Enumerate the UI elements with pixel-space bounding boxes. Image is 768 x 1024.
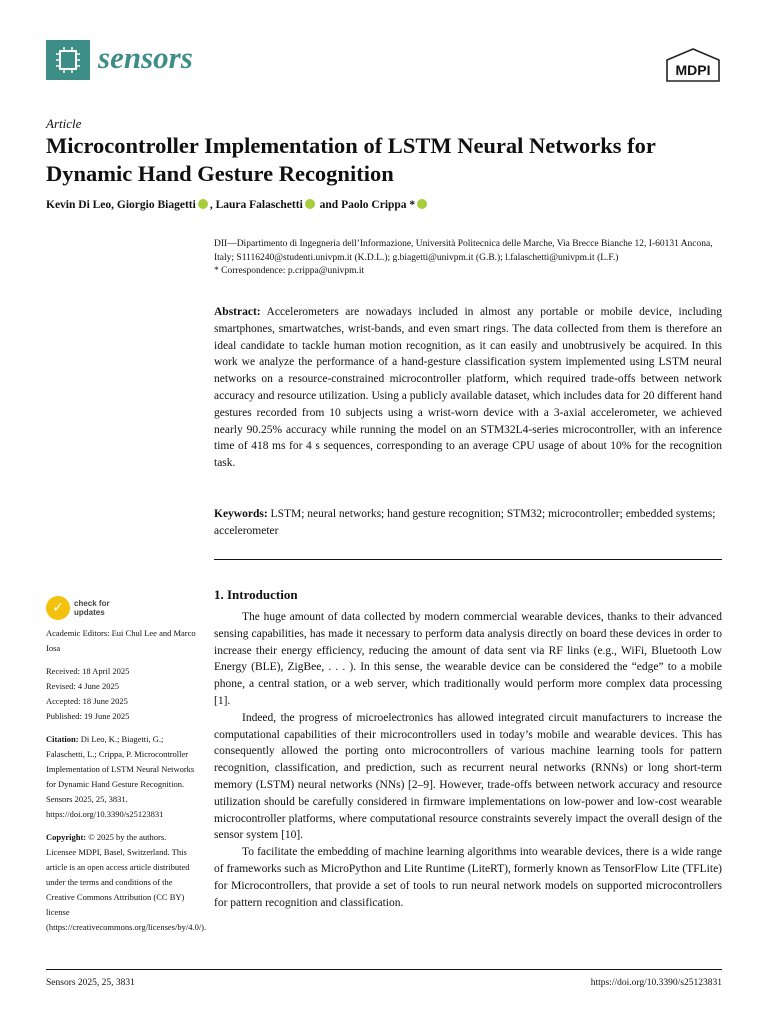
author-name: Kevin Di Leo	[46, 199, 112, 211]
divider	[214, 559, 722, 560]
keywords-text: LSTM; neural networks; hand gesture recognition; STM32; microcontroller; embedded systems; accelerometer	[214, 508, 716, 537]
citation-label: Citation:	[46, 734, 79, 744]
sidebar	[46, 596, 207, 943]
revised-date: Revised: 4 June 2025	[46, 681, 119, 691]
copyright	[46, 830, 207, 935]
copyright-text: © 2025 by the authors. Licensee MDPI, Basel, Switzerland. This article is an open access article distributed under the terms and conditions of the Creative Commons Attribution (CC BY) license (https://creativecommons.org/licenses/by/4.0/).	[46, 832, 207, 932]
paragraph: The huge amount of data collected by modern commercial wearable devices, thanks to their advanced sensing capabilities, has made it necessary to perform data analysis directly on board these devices in order to increase their energy efficiency, reducing the amount of data sent via RF links (e.g., WiFi, Bluetooth Low Energy (BLE), ZigBee, . . . ). In this sense, the wearable device can be considered the “edge” to a mobile phone, a central station, or a web server, which traditionally would perform more complex data processing [1].	[214, 611, 722, 707]
citation	[46, 732, 196, 822]
check-icon: ✓	[46, 596, 70, 620]
mdpi-logo	[664, 48, 722, 82]
paper-title: Microcontroller Implementation of LSTM Neural Networks for Dynamic Hand Gesture Recognition	[46, 133, 656, 186]
accepted-date: Accepted: 18 June 2025	[46, 696, 128, 706]
correspondence: * Correspondence: p.crippa@univpm.it	[214, 266, 365, 276]
section-heading: 1. Introduction	[214, 587, 298, 602]
article-type: Article	[46, 116, 82, 131]
paragraph: Indeed, the progress of microelectronics has allowed integrated circuit manufacturers to increase the computational capabilities of their microcontrollers used in today’s mobile and wearable devices. This has consequently allowed the porting onto microcontrollers of various machine learning tools for pattern recognition, classification, and prediction, such as recurrent neural networks (RNNs) or long short-term memory (LSTM) neural networks (NNs) [2–9]. However, trade-offs between network accuracy and resource utilization should be carefully considered in firmware implementations on low-power and low-cost wearable microcontroller platforms, where computational resource constraints severely impact the overall design of the sensor system [10].	[214, 711, 722, 842]
abstract-label: Abstract:	[214, 306, 261, 318]
author-name: Paolo Crippa *	[341, 199, 416, 211]
author-separator: ,	[111, 199, 117, 211]
journal-logo-icon	[46, 40, 90, 80]
footer-divider	[46, 969, 722, 970]
academic-editors: Academic Editors: Eui Chul Lee and Marco Iosa	[46, 628, 196, 653]
publisher-name: MDPI	[675, 62, 711, 78]
journal-name: sensors	[98, 40, 193, 75]
published-date: Published: 19 June 2025	[46, 711, 130, 721]
citation-text: Di Leo, K.; Biagetti, G.; Falaschetti, L.; Crippa, P. Microcontroller Implementation of LSTM Neural Networks for Dynamic Hand Gesture Recognition. Sensors 2025, 25, 3831. https://doi.org/10.3390/s25123831	[46, 734, 195, 819]
orcid-icon[interactable]	[305, 199, 315, 209]
check-updates-line2: updates	[74, 608, 105, 617]
orcid-icon[interactable]	[198, 199, 208, 209]
affiliations	[214, 238, 726, 279]
affiliation-text: DII—Dipartimento di Ingegneria dell’Informazione, Università Politecnica delle Marche, Via Brecce Bianche 12, I-60131 Ancona, Italy; S1116240@studenti.univpm.it (K.D.L.); g.biagetti@univpm.it (G.B.); l.falaschetti@univpm.it (L.F.)	[214, 239, 713, 263]
check-for-updates-badge[interactable]	[46, 596, 196, 620]
section-body	[214, 609, 722, 911]
keywords-label: Keywords:	[214, 508, 268, 520]
author-separator: and	[316, 199, 342, 211]
abstract-text: Accelerometers are nowadays included in almost any portable or mobile device, including smartphones, smartwatches, wrist-bands, and even smart rings. The data collected from them is therefore an ideal candidate to tackle human motion recognition, as it can easily and unobtrusively be acquired. In this work we analyze the performance of a hand-gesture classification system implemented using LSTM neural networks on a resource-constrained microcontroller platform, which required trade-offs between network accuracy and resource utilization. Using a publicly available dataset, which includes data for 20 different hand gestures recorded from 10 subjects using a wrist-worn device with a 3-axial accelerometer, we achieved nearly 90.25% accuracy while running the model on an STM32L4-series microcontroller, with an inference time of 418 ms for 4 s sequences, corresponding to an average CPU usage of about 10% for the recognition task.	[214, 306, 722, 470]
copyright-label: Copyright:	[46, 832, 87, 842]
author-separator: ,	[209, 199, 216, 211]
check-updates-line1: check for	[74, 599, 110, 608]
author-name: Giorgio Biagetti	[116, 199, 196, 211]
footer-doi-link[interactable]: https://doi.org/10.3390/s25123831	[590, 978, 722, 988]
orcid-icon[interactable]	[417, 199, 427, 209]
author-name: Laura Falaschetti	[215, 199, 303, 211]
footer-citation: Sensors 2025, 25, 3831	[46, 978, 135, 988]
paragraph: To facilitate the embedding of machine learning algorithms into wearable devices, there is a wide range of frameworks such as MicroPython and Lite Runtime (LiteRT), formerly known as TensorFlow Lite (TFLite) for Microcontrollers, that provide a set of tools to run neural network models on supported microcontrollers for pattern recognition and classification.	[214, 846, 722, 909]
abstract	[214, 304, 722, 472]
keywords	[214, 506, 722, 540]
author-list	[46, 199, 429, 211]
received-date: Received: 18 April 2025	[46, 666, 130, 676]
